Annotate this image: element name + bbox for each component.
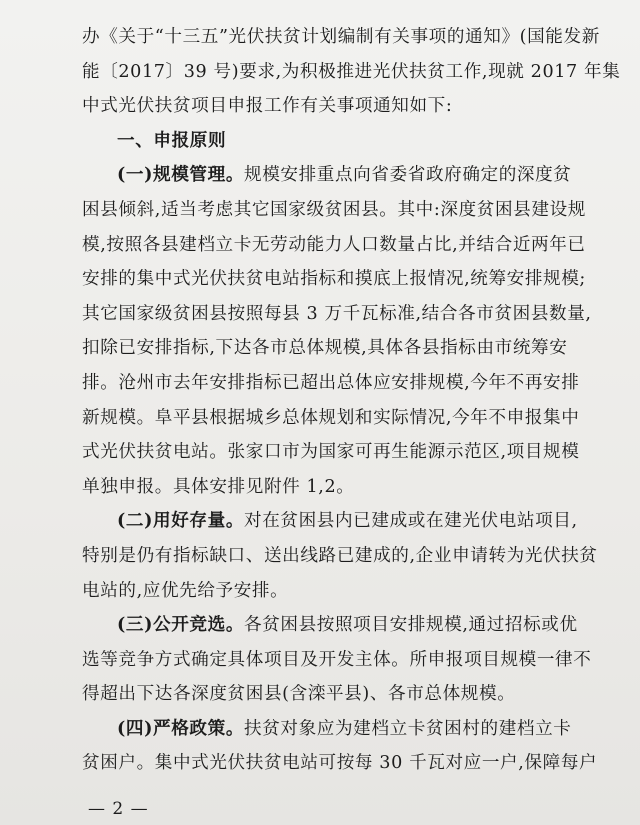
paragraph-first-line — [82, 608, 612, 643]
paragraph-text: 对在贫困县内已建成或在建光伏电站项目, — [244, 511, 578, 532]
text-line: 特别是仍有指标缺口、送出线路已建成的,企业申请转为光伏扶贫 — [82, 545, 598, 566]
text-line: 新规模。阜平县根据城乡总体规划和实际情况,今年不申报集中 — [82, 407, 580, 428]
text-line: 中式光伏扶贫项目申报工作有关事项通知如下: — [82, 96, 453, 117]
text-line: 得超出下达各深度贫困县(含滦平县)、各市总体规模。 — [82, 684, 516, 705]
paragraph-label: (二)用好存量。 — [117, 510, 245, 532]
page-number: — 2 — — [88, 799, 149, 819]
paragraph-text: 各贫困县按照项目安排规模,通过招标或优 — [244, 615, 578, 636]
text-line: 贫困户。集中式光伏扶贫电站可按每 30 千瓦对应一户,保障每户 — [82, 753, 598, 774]
paragraph-first-line — [82, 504, 612, 539]
text-line: 能〔2017〕39 号)要求,为积极推进光伏扶贫工作,现就 2017 年集 — [82, 61, 621, 82]
text-line: 选等竞争方式确定具体项目及开发主体。所申报项目规模一律不 — [82, 649, 592, 670]
text-line: 排。沧州市去年安排指标已超出总体应安排规模,今年不再安排 — [82, 372, 580, 393]
text-line: 办《关于“十三五”光伏扶贫计划编制有关事项的通知》(国能发新 — [82, 27, 600, 47]
paragraph-first-line — [82, 712, 612, 747]
paragraph-label: (四)严格政策。 — [117, 717, 245, 739]
text-line: 其它国家级贫困县按照每县 3 万千瓦标准,结合各市贫困县数量, — [82, 303, 592, 324]
text-line: 电站的,应优先给予安排。 — [82, 580, 289, 601]
paragraph-label: (三)公开竞选。 — [117, 614, 245, 636]
text-line: 安排的集中式光伏扶贫电站指标和摸底上报情况,统筹安排规模; — [82, 269, 586, 290]
text-line: 扣除已安排指标,下达各市总体规模,具体各县指标由市统筹安 — [82, 338, 568, 359]
section-heading: 一、申报原则 — [117, 129, 227, 151]
text-line: 单独申报。具体安排见附件 1,2。 — [82, 476, 355, 497]
paragraph-text: 扶贫对象应为建档立卡贫困村的建档立卡 — [244, 718, 572, 739]
text-line: 困县倾斜,适当考虑其它国家级贫困县。其中:深度贫困县建设规 — [82, 199, 586, 220]
paragraph-label: (一)规模管理。 — [117, 164, 245, 186]
text-line: 模,按照各县建档立卡无劳动能力人口数量占比,并结合近两年已 — [82, 234, 586, 255]
document-body — [82, 20, 621, 781]
paragraph-first-line — [82, 158, 612, 193]
text-line: 式光伏扶贫电站。张家口市为国家可再生能源示范区,项目规模 — [82, 442, 580, 463]
paragraph-text: 规模安排重点向省委省政府确定的深度贫 — [244, 165, 572, 186]
